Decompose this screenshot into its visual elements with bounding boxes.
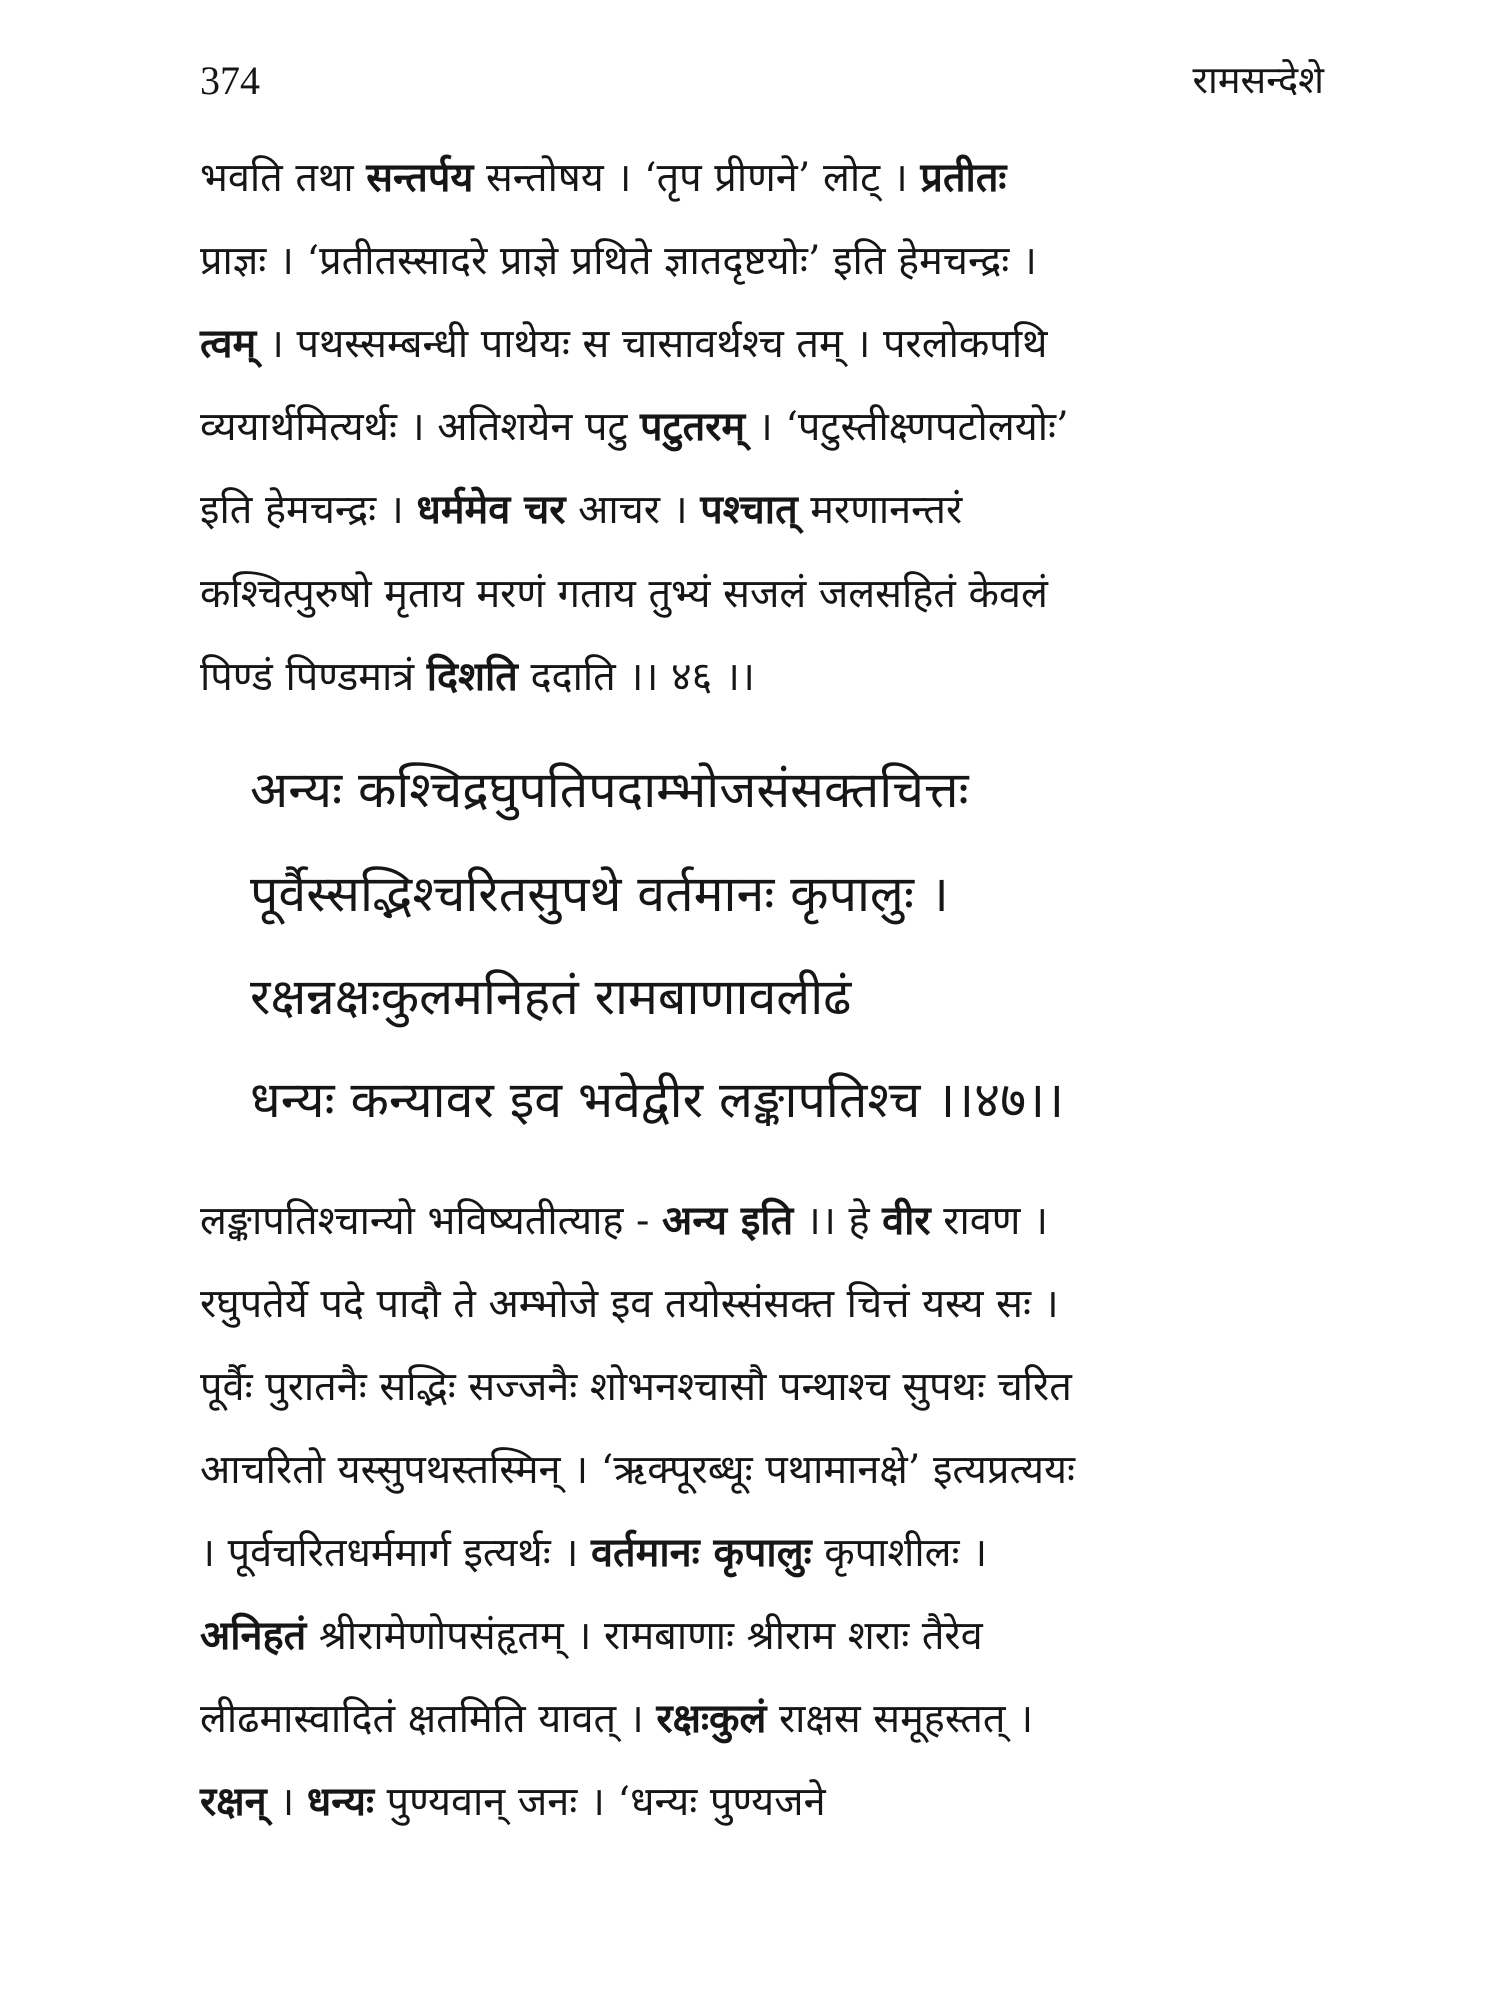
verse-line: धन्यः कन्यावर इव भवेद्वीर लङ्कापतिश्च ।।४७।। [250,1071,1065,1129]
bold-term: त्वम् [200,320,257,367]
text-run: । पथस्सम्बन्धी पाथेयः स चासावर्थश्च तम् । परलोकपथि [256,321,1048,367]
commentary-line [200,1608,1330,1664]
bold-term: पश्चात् [700,486,798,533]
commentary-line [200,1525,1330,1581]
text-run: सन्तोषय । ‘तृप प्रीणने’ लोट् । [473,155,921,201]
text-run: । [266,1779,307,1825]
bold-term: धर्ममेव चर [416,486,566,533]
text-run: ददाति ।। ४६ ।। [517,654,755,700]
commentary-line [200,399,1330,455]
text-run: पिण्डं पिण्डमात्रं [200,654,427,700]
text-run: पूर्वैः पुरातनैः सद्भिः सज्जनैः शोभनश्चासौ पन्थाश्च सुपथः चरित [200,1364,1072,1410]
commentary-line [200,1276,1330,1332]
text-run: मरणानन्तरं [797,487,963,533]
verse-line: रक्षन्नक्षःकुलमनिहतं रामबाणावलीढं [250,968,852,1026]
commentary-line [200,1359,1330,1415]
text-run: लीढमास्वादितं क्षतमिति यावत् । [200,1696,657,1742]
commentary-line [200,566,1330,622]
bold-term: रक्षःकुलं [656,1695,767,1742]
bold-term: धन्यः [306,1778,374,1825]
commentary-line [200,649,1330,705]
bold-term: रक्षन् [200,1778,267,1825]
text-run: कश्चित्पुरुषो मृताय मरणं गताय तुभ्यं सजलं जलसहितं केवलं [200,571,1048,617]
text-run: लङ्कापतिश्चान्यो भविष्यतीत्याह - [200,1198,663,1244]
commentary-line [200,1691,1330,1747]
commentary-line [200,316,1330,372]
bold-term: प्रतीतः [920,154,1007,201]
commentary-line [200,150,1330,206]
page-number: 374 [200,58,260,103]
verse-line: अन्यः कश्चिद्रघुपतिपदाम्भोजसंसक्तचित्तः [250,761,969,819]
bold-term: अन्य इति [662,1197,794,1244]
text-run: श्रीरामेणोपसंहृतम् । रामबाणाः श्रीराम शराः तैरेव [306,1613,983,1659]
commentary-line [200,1193,1330,1249]
text-run: आचर । [565,487,701,533]
text-run: आचरितो यस्सुपथस्तस्मिन् । ‘ऋक्पूरब्धूः पथामानक्षे’ इत्यप्रत्ययः [200,1447,1075,1493]
verse-line: पूर्वैस्सद्भिश्चरितसुपथे वर्तमानः कृपालुः । [250,865,949,923]
text-run: रघुपतेर्ये पदे पादौ ते अम्भोजे इव तयोस्संसक्त चित्तं यस्य सः । [200,1281,1059,1327]
text-run: भवति तथा [200,155,367,201]
bold-term: दिशति [426,653,518,700]
text-run: प्राज्ञः । ‘प्रतीतस्सादरे प्राज्ञे प्रथिते ज्ञातदृष्टयोः’ इति हेमचन्द्रः । [200,238,1037,284]
text-run: पुण्यवान् जनः । ‘धन्यः पुण्यजने [373,1779,826,1825]
text-run: इति हेमचन्द्रः । [200,487,417,533]
commentary-line [200,1774,1330,1830]
bold-term: वर्तमानः कृपालुः [591,1529,812,1576]
text-run: । पूर्वचरितधर्ममार्ग इत्यर्थः । [200,1530,592,1576]
text-run: राक्षस समूहस्तत् । [766,1696,1034,1742]
running-title: रामसन्देशे [1192,58,1324,102]
commentary-line [200,233,1330,289]
bold-term: पटुतरम् [640,403,746,450]
commentary-line [200,482,1330,538]
commentary-line [200,1442,1330,1498]
bold-term: वीर [882,1197,931,1244]
text-run: रावण । [930,1198,1049,1244]
text-run: व्ययार्थमित्यर्थः । अतिशयेन पटु [200,404,641,450]
bold-term: सन्तर्पय [366,154,474,201]
text-run: कृपाशीलः । [811,1530,988,1576]
text-run: । ‘पटुस्तीक्ष्णपटोलयोः’ [745,404,1069,450]
text-run: ।। हे [793,1198,883,1244]
bold-term: अनिहतं [200,1612,307,1659]
